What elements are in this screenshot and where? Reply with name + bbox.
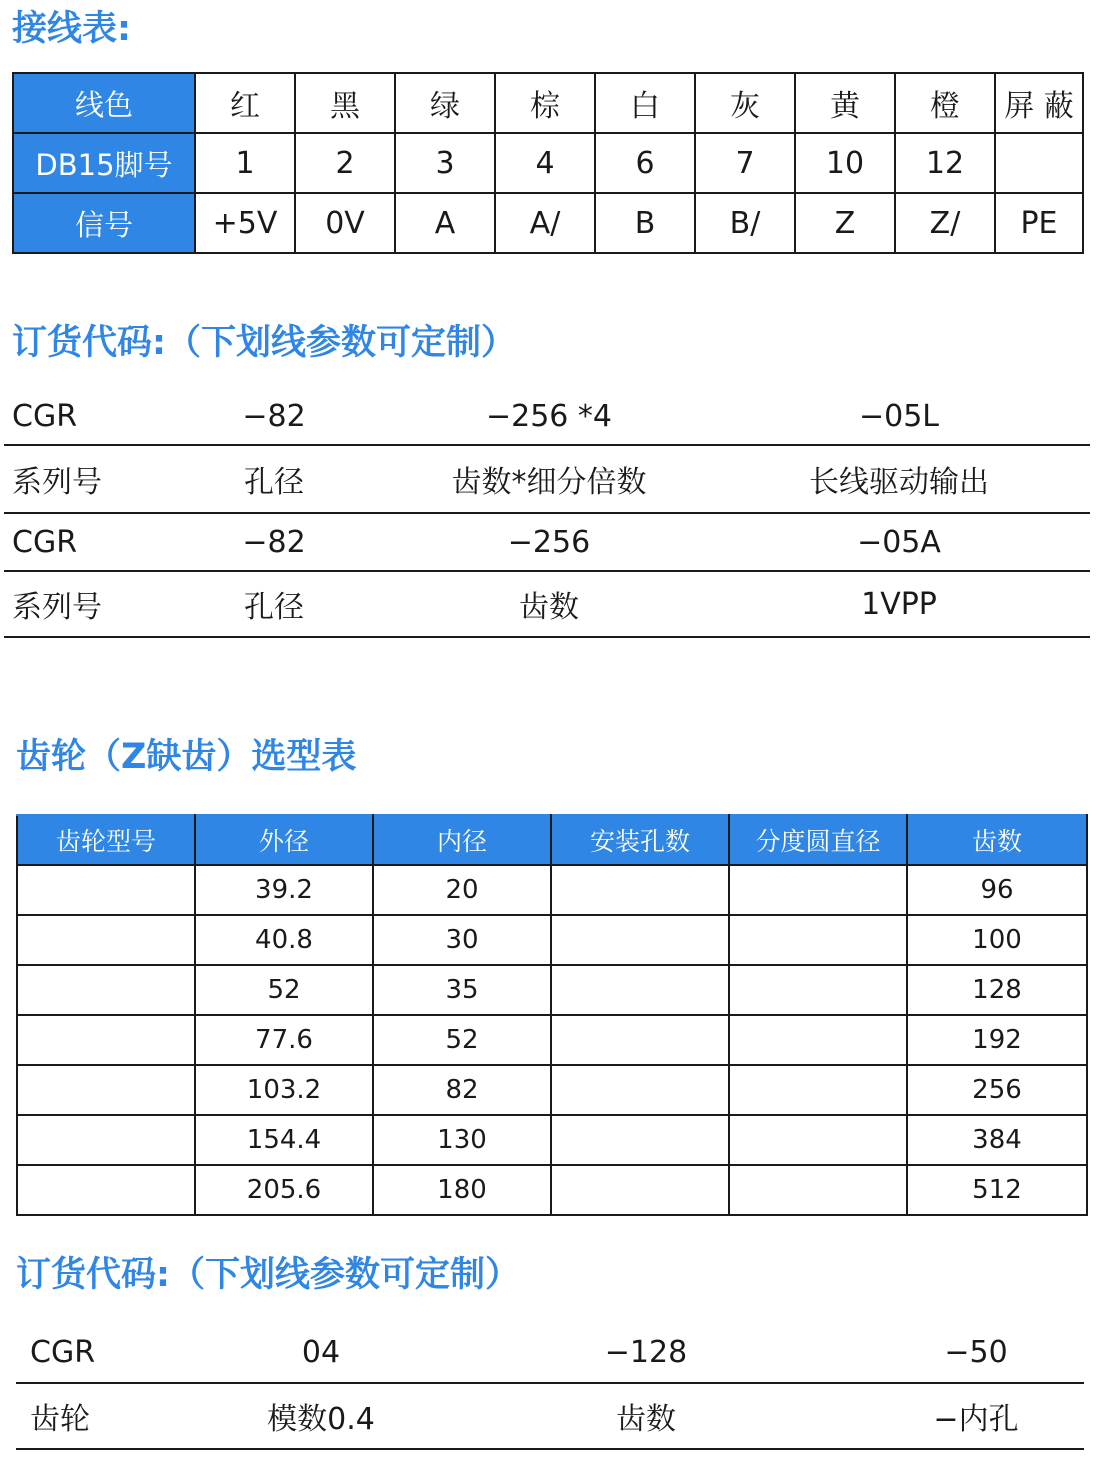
gear-cell	[551, 865, 729, 915]
gear-cell: 52	[195, 965, 373, 1015]
wiring-row	[13, 133, 1083, 193]
order-code-cell: −50	[944, 1334, 1008, 1370]
wiring-cell: Z/	[895, 193, 995, 253]
gear-row	[17, 1015, 1087, 1065]
wiring-cell: 黄	[795, 73, 895, 133]
gear-cell	[729, 1115, 907, 1165]
gear-cell: 20	[373, 865, 551, 915]
gear-table	[16, 814, 1088, 1216]
order-code-cell: −内孔	[933, 1402, 1019, 1437]
gear-cell	[551, 965, 729, 1015]
order-code-cell: −82	[242, 524, 306, 560]
wiring-cell: 10	[795, 133, 895, 193]
gear-cell: 192	[907, 1015, 1087, 1065]
gear-row	[17, 1065, 1087, 1115]
gear-cell: 180	[373, 1165, 551, 1215]
gear-cell	[17, 865, 195, 915]
wiring-cell: 4	[495, 133, 595, 193]
gear-title: 齿轮（Z缺齿）选型表	[16, 737, 357, 777]
gear-cell: 35	[373, 965, 551, 1015]
order-code-cell: 模数0.4	[267, 1402, 375, 1437]
order-code-cell: 齿数*细分倍数	[451, 465, 647, 500]
wiring-cell: PE	[995, 193, 1083, 253]
wiring-cell: 屏 蔽	[995, 73, 1083, 133]
order-code-cell: 系列号	[12, 590, 102, 625]
order-code-cell: 孔径	[244, 590, 304, 625]
order-code-cell: 1VPP	[861, 586, 937, 622]
wiring-cell: 6	[595, 133, 695, 193]
order-code-title-1: 订货代码:（下划线参数可定制）	[12, 323, 516, 363]
wiring-cell: A/	[495, 193, 595, 253]
gear-header-cell: 分度圆直径	[729, 815, 907, 865]
gear-cell	[551, 915, 729, 965]
wiring-cell: 灰	[695, 73, 795, 133]
order-code-row	[16, 1322, 1084, 1384]
wiring-cell: 12	[895, 133, 995, 193]
gear-cell	[729, 915, 907, 965]
gear-cell: 52	[373, 1015, 551, 1065]
gear-cell: 77.6	[195, 1015, 373, 1065]
order-code-cell: −256 *4	[485, 398, 613, 434]
wiring-cell: 红	[195, 73, 295, 133]
order-code-cell: 长线驱动输出	[809, 465, 989, 500]
order-code-cell: CGR	[30, 1334, 96, 1370]
gear-cell: 100	[907, 915, 1087, 965]
wiring-row-header: 线色	[13, 73, 195, 133]
gear-cell	[729, 1065, 907, 1115]
gear-header-cell: 内径	[373, 815, 551, 865]
order-code-row	[4, 388, 1090, 446]
wiring-cell: 7	[695, 133, 795, 193]
gear-cell	[17, 965, 195, 1015]
order-code-table-2	[16, 1322, 1084, 1450]
gear-cell: 256	[907, 1065, 1087, 1115]
gear-cell: 30	[373, 915, 551, 965]
order-code-cell: 齿数	[519, 590, 579, 625]
wiring-row	[13, 193, 1083, 253]
wiring-cell: Z	[795, 193, 895, 253]
order-code-row	[4, 446, 1090, 514]
gear-cell	[551, 1015, 729, 1065]
order-code-row	[4, 572, 1090, 638]
gear-cell	[17, 1065, 195, 1115]
wiring-cell: B/	[695, 193, 795, 253]
order-code-row	[4, 514, 1090, 572]
wiring-cell: 3	[395, 133, 495, 193]
order-code-cell: −256	[507, 524, 591, 560]
wiring-cell: 0V	[295, 193, 395, 253]
gear-cell	[551, 1165, 729, 1215]
gear-cell: 512	[907, 1165, 1087, 1215]
gear-cell: 40.8	[195, 915, 373, 965]
wiring-cell: A	[395, 193, 495, 253]
gear-cell: 103.2	[195, 1065, 373, 1115]
order-code-cell: −05L	[858, 398, 940, 434]
order-code-cell: −82	[242, 398, 306, 434]
gear-cell	[729, 965, 907, 1015]
wiring-cell: B	[595, 193, 695, 253]
gear-cell: 384	[907, 1115, 1087, 1165]
gear-cell: 39.2	[195, 865, 373, 915]
wiring-cell: 1	[195, 133, 295, 193]
gear-cell: 96	[907, 865, 1087, 915]
gear-row	[17, 965, 1087, 1015]
gear-cell	[729, 1015, 907, 1065]
gear-cell	[17, 1165, 195, 1215]
wiring-cell: 橙	[895, 73, 995, 133]
order-code-table-1	[4, 388, 1090, 638]
order-code-cell: 齿数	[616, 1402, 676, 1437]
gear-cell	[17, 1015, 195, 1065]
gear-cell: 128	[907, 965, 1087, 1015]
order-code-cell: CGR	[12, 398, 78, 434]
gear-cell	[729, 1165, 907, 1215]
order-code-cell: 孔径	[244, 465, 304, 500]
gear-row	[17, 865, 1087, 915]
gear-header-cell: 安装孔数	[551, 815, 729, 865]
gear-header-cell: 齿轮型号	[17, 815, 195, 865]
order-code-cell: −128	[604, 1334, 688, 1370]
wiring-cell: 2	[295, 133, 395, 193]
gear-cell	[551, 1115, 729, 1165]
wiring-cell: 白	[595, 73, 695, 133]
wiring-cell: +5V	[195, 193, 295, 253]
gear-header-cell: 齿数	[907, 815, 1087, 865]
wiring-title: 接线表:	[12, 9, 131, 49]
gear-header-cell: 外径	[195, 815, 373, 865]
wiring-cell: 棕	[495, 73, 595, 133]
gear-row	[17, 1115, 1087, 1165]
wiring-cell: 黑	[295, 73, 395, 133]
wiring-table	[12, 72, 1084, 254]
order-code-row	[16, 1384, 1084, 1450]
wiring-row-header: 信号	[13, 193, 195, 253]
order-code-cell: 系列号	[12, 465, 102, 500]
order-code-cell: CGR	[12, 524, 78, 560]
wiring-cell	[995, 133, 1083, 193]
wiring-row-header: DB15脚号	[13, 133, 195, 193]
order-code-cell: −05A	[857, 524, 941, 560]
order-code-title-2: 订货代码:（下划线参数可定制）	[16, 1255, 520, 1295]
wiring-cell: 绿	[395, 73, 495, 133]
gear-row	[17, 1165, 1087, 1215]
gear-row	[17, 915, 1087, 965]
gear-cell: 82	[373, 1065, 551, 1115]
gear-cell: 154.4	[195, 1115, 373, 1165]
gear-cell	[729, 865, 907, 915]
gear-cell: 205.6	[195, 1165, 373, 1215]
gear-cell: 130	[373, 1115, 551, 1165]
wiring-row	[13, 73, 1083, 133]
order-code-cell: 齿轮	[30, 1402, 90, 1437]
gear-cell	[551, 1065, 729, 1115]
gear-cell	[17, 915, 195, 965]
order-code-cell: 04	[301, 1334, 341, 1370]
gear-cell	[17, 1115, 195, 1165]
